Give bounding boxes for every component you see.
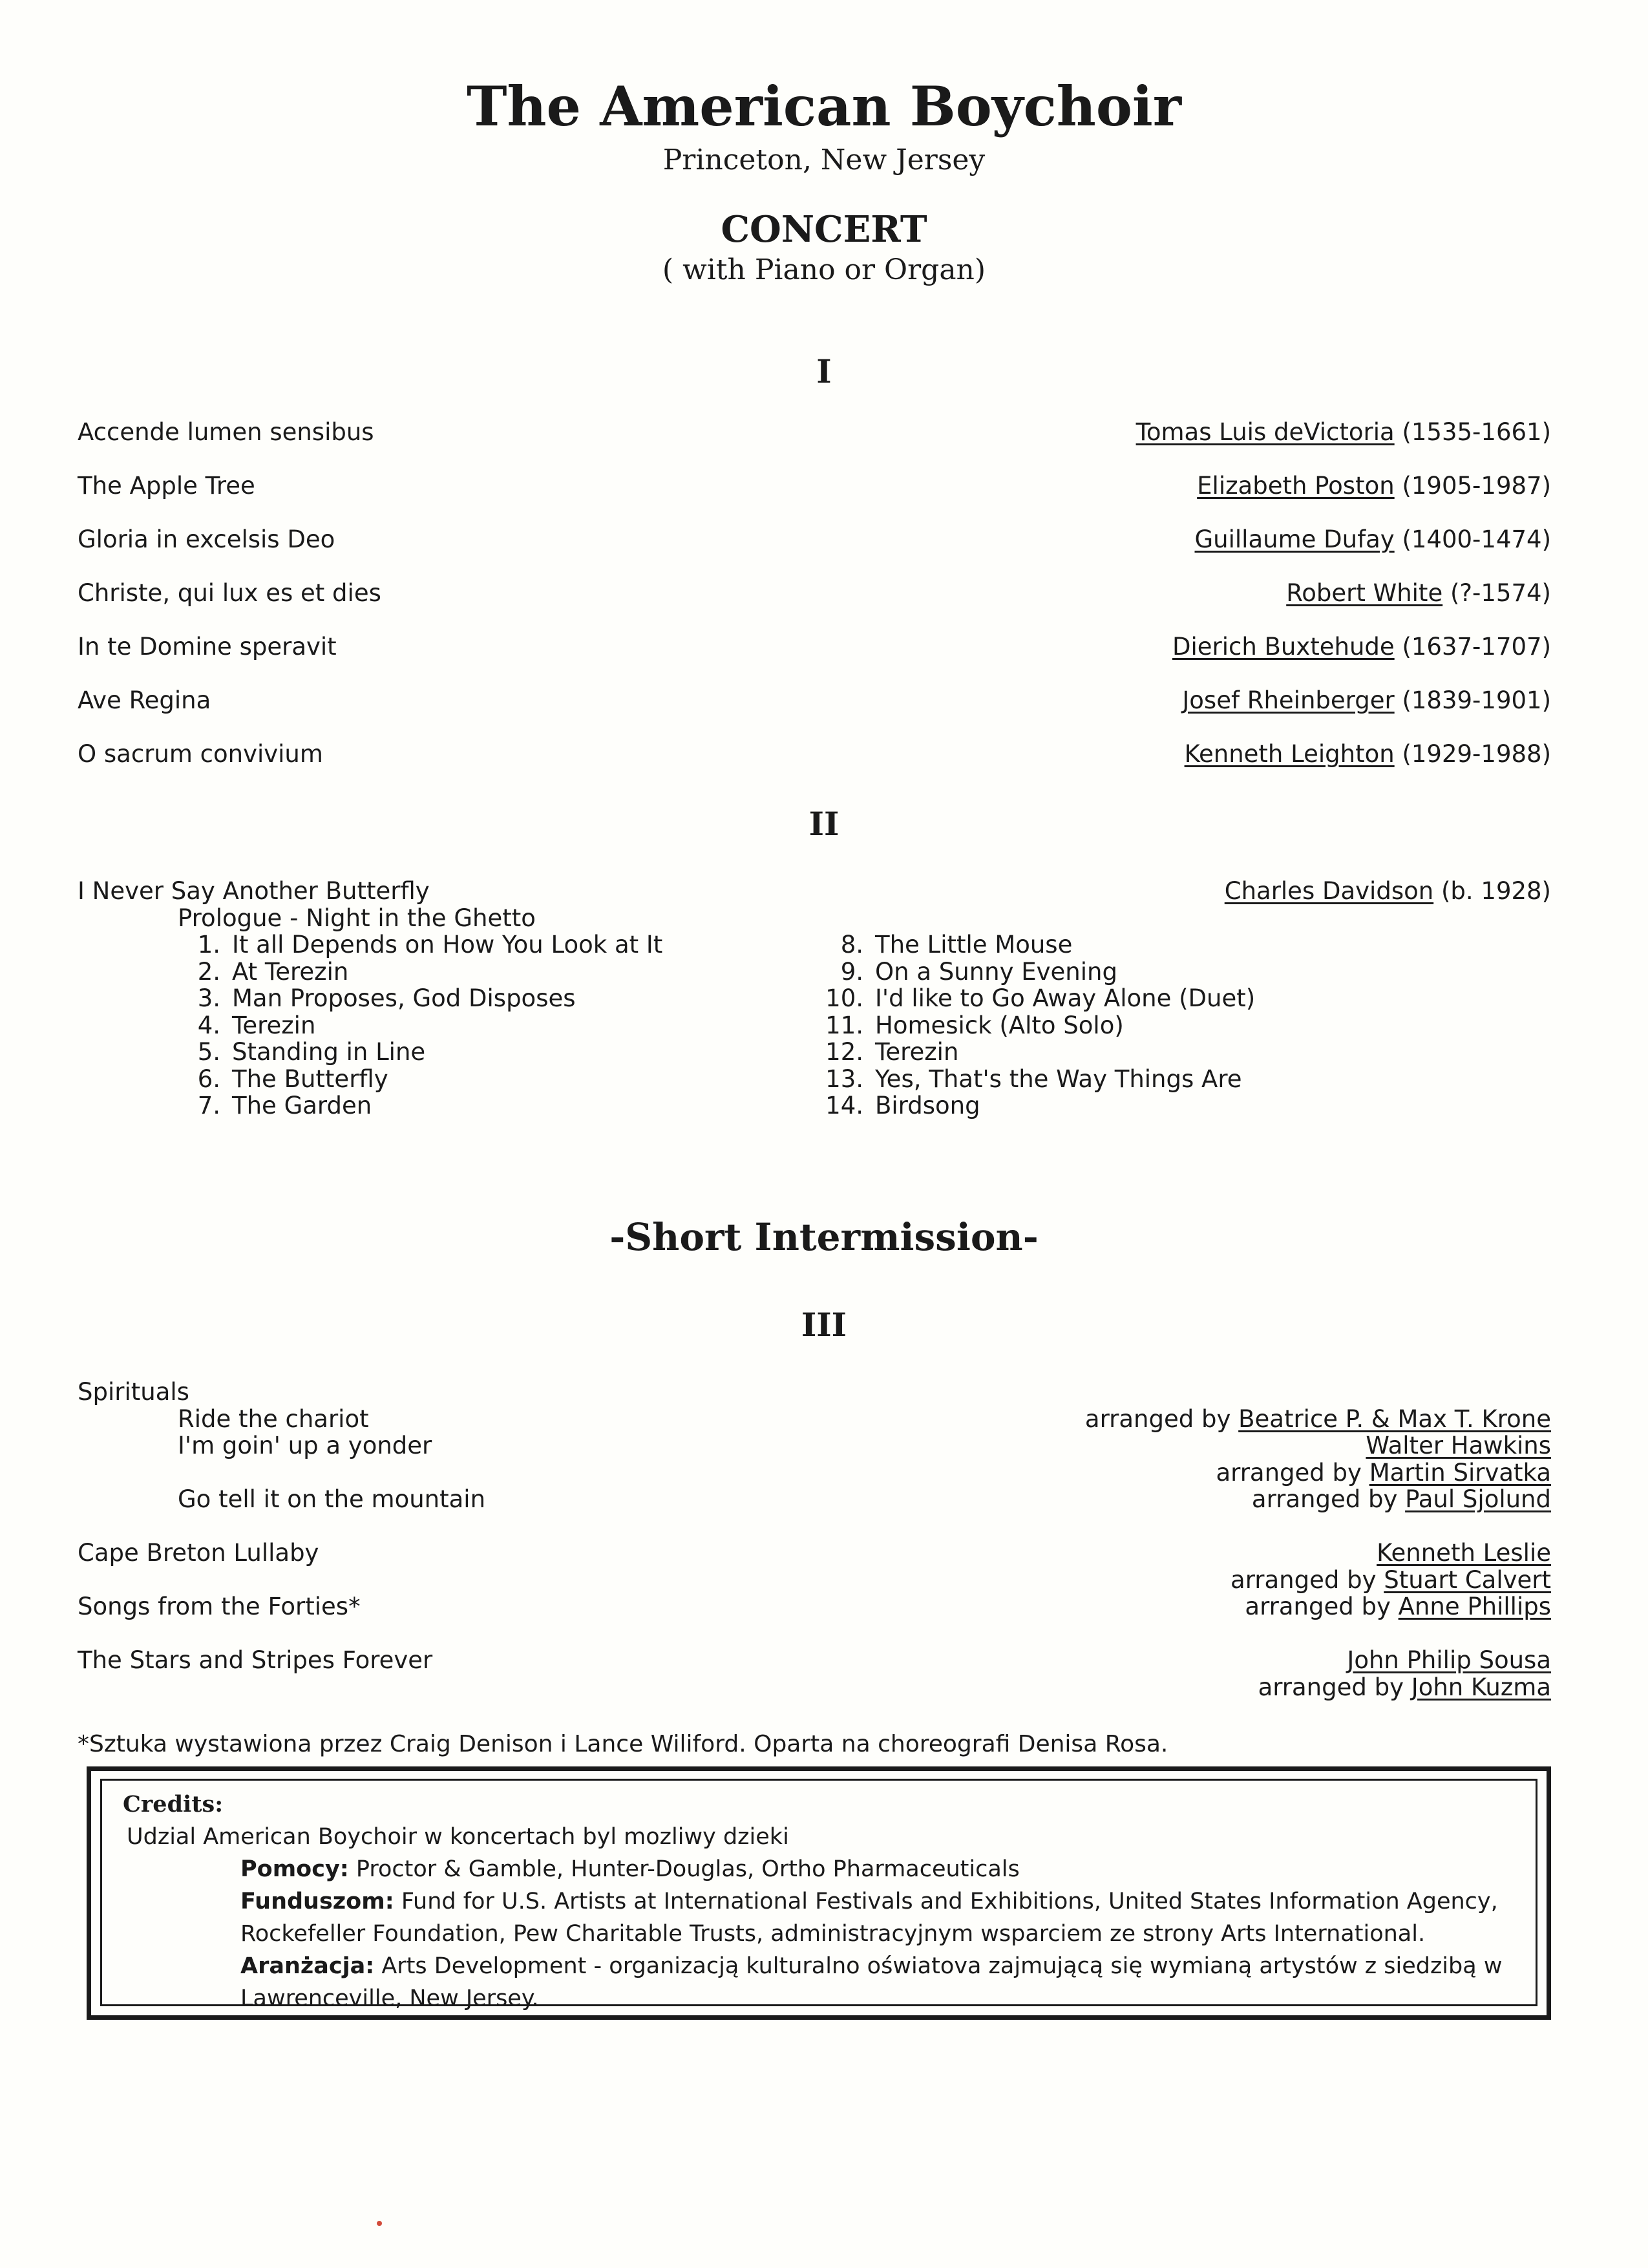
list-item [78, 740, 1551, 794]
piece-composer: Robert White (?-1574) [1286, 579, 1551, 607]
piece-composer: Tomas Luis deVictoria (1535-1661) [1136, 418, 1551, 446]
work-title: I Never Say Another Butterfly [78, 877, 430, 905]
arranger: arranged by Stuart Calvert [1231, 1565, 1551, 1594]
piece-composer: Josef Rheinberger (1839-1901) [1182, 686, 1551, 714]
list-item: 5. Standing in Line [197, 1038, 426, 1066]
list-item: 3. Man Proposes, God Disposes [197, 984, 576, 1012]
list-item: 8. The Little Mouse [840, 931, 1073, 959]
arranger: arranged by John Kuzma [1258, 1673, 1551, 1701]
piece-composer: Guillaume Dufay (1400-1474) [1194, 525, 1551, 553]
credits-fund: Funduszom: Fund for U.S. Artists at International Festivals and Exhibitions, United States Information Agency, [240, 1889, 1498, 1914]
piece-title: Ride the chariot [178, 1404, 369, 1433]
page-title: The American Boychoir [466, 74, 1182, 138]
movements-left [78, 931, 1551, 1119]
composer: Kenneth Leslie [1377, 1539, 1551, 1567]
spirituals-heading: Spirituals [78, 1378, 189, 1406]
list-item: 11. Homesick (Alto Solo) [825, 1011, 1124, 1039]
arranger: arranged by Martin Sirvatka [1216, 1458, 1551, 1487]
credits-box [87, 1766, 1551, 2020]
part-one-numeral: I [816, 352, 832, 390]
list-item: 13. Yes, That's the Way Things Are [825, 1065, 1242, 1093]
list-item [78, 472, 1551, 525]
list-item: 9. On a Sunny Evening [840, 957, 1117, 986]
credits-fund-continued: Rockefeller Foundation, Pew Charitable Trusts, administracyjnym wsparciem ze strony Arts International. [240, 1921, 1426, 1947]
piece-title: In te Domine speravit [78, 633, 337, 661]
piece-title: The Apple Tree [78, 472, 255, 500]
part-two-numeral: II [808, 805, 840, 843]
arranger: arranged by Beatrice P. & Max T. Krone [1084, 1404, 1551, 1433]
location-subtitle: Princeton, New Jersey [662, 143, 986, 176]
piece-title: Accende lumen sensibus [78, 418, 374, 446]
part-three-block [78, 1378, 1551, 1701]
list-item: 6. The Butterfly [197, 1065, 388, 1093]
credits-heading: Credits: [123, 1791, 224, 1818]
part-two-block [78, 878, 1551, 1119]
list-item: 12. Terezin [825, 1038, 959, 1066]
piece-title: Cape Breton Lullaby [78, 1539, 319, 1567]
list-item: 1. It all Depends on How You Look at It [197, 931, 663, 959]
footnote: *Sztuka wystawiona przez Craig Denison i Lance Wiliford. Oparta na choreografi Denisa Rosa. [78, 1731, 1168, 1757]
list-item: 4. Terezin [197, 1011, 316, 1039]
list-item: 10. I'd like to Go Away Alone (Duet) [825, 984, 1256, 1012]
composer: Walter Hawkins [1366, 1432, 1551, 1459]
piece-title: Ave Regina [78, 686, 211, 714]
list-item: 14. Birdsong [825, 1092, 980, 1119]
arranger: arranged by Anne Phillips [1245, 1593, 1551, 1620]
credits-inner-box [100, 1779, 1537, 2011]
piece-title: The Stars and Stripes Forever [78, 1646, 433, 1674]
list-item [78, 525, 1551, 579]
movements-right [821, 931, 1255, 1119]
list-item [78, 418, 1551, 472]
concert-heading: CONCERT [721, 208, 927, 251]
concert-note: ( with Piano or Organ) [662, 253, 986, 286]
piece-title: Christe, qui lux es et dies [78, 579, 381, 607]
list-item: 2. At Terezin [197, 957, 349, 986]
piece-composer: Kenneth Leighton (1929-1988) [1184, 740, 1551, 768]
intermission-heading: -Short Intermission- [609, 1215, 1039, 1259]
credits-intro: Udzial American Boychoir w koncertach byl mozliwy dzieki [127, 1824, 789, 1850]
part-one-list [78, 418, 1551, 794]
piece-title: I'm goin' up a yonder [178, 1432, 432, 1459]
piece-title: O sacrum convivium [78, 740, 323, 768]
credits-aranzacja-continued: Lawrenceville, New Jersey. [240, 1986, 539, 2011]
part-three-numeral: III [801, 1306, 847, 1344]
part-three-credits [1085, 1406, 1551, 1701]
credits-aranzacja: Aranżacja: Arts Development - organizacją kulturalno oświatova zajmującą się wymianą artystów z siedzibą w [240, 1953, 1503, 1979]
piece-title: Gloria in excelsis Deo [78, 525, 335, 553]
prologue: Prologue - Night in the Ghetto [178, 904, 536, 932]
piece-composer: Elizabeth Poston (1905-1987) [1197, 472, 1551, 500]
movement-columns [78, 931, 1551, 1119]
ink-speck [377, 2221, 382, 2226]
composer: John Philip Sousa [1347, 1646, 1551, 1674]
arranger: arranged by Paul Sjolund [1251, 1485, 1551, 1513]
piece-title: Go tell it on the mountain [178, 1485, 486, 1513]
list-item [78, 633, 1551, 686]
list-item [78, 686, 1551, 740]
piece-title: Songs from the Forties* [78, 1593, 361, 1620]
list-item: 7. The Garden [197, 1092, 372, 1119]
credits-pomocy: Pomocy: Proctor & Gamble, Hunter-Douglas, Ortho Pharmaceuticals [240, 1856, 1020, 1882]
list-item [78, 579, 1551, 633]
work-composer: Charles Davidson (b. 1928) [1224, 877, 1551, 905]
piece-composer: Dierich Buxtehude (1637-1707) [1172, 633, 1551, 661]
